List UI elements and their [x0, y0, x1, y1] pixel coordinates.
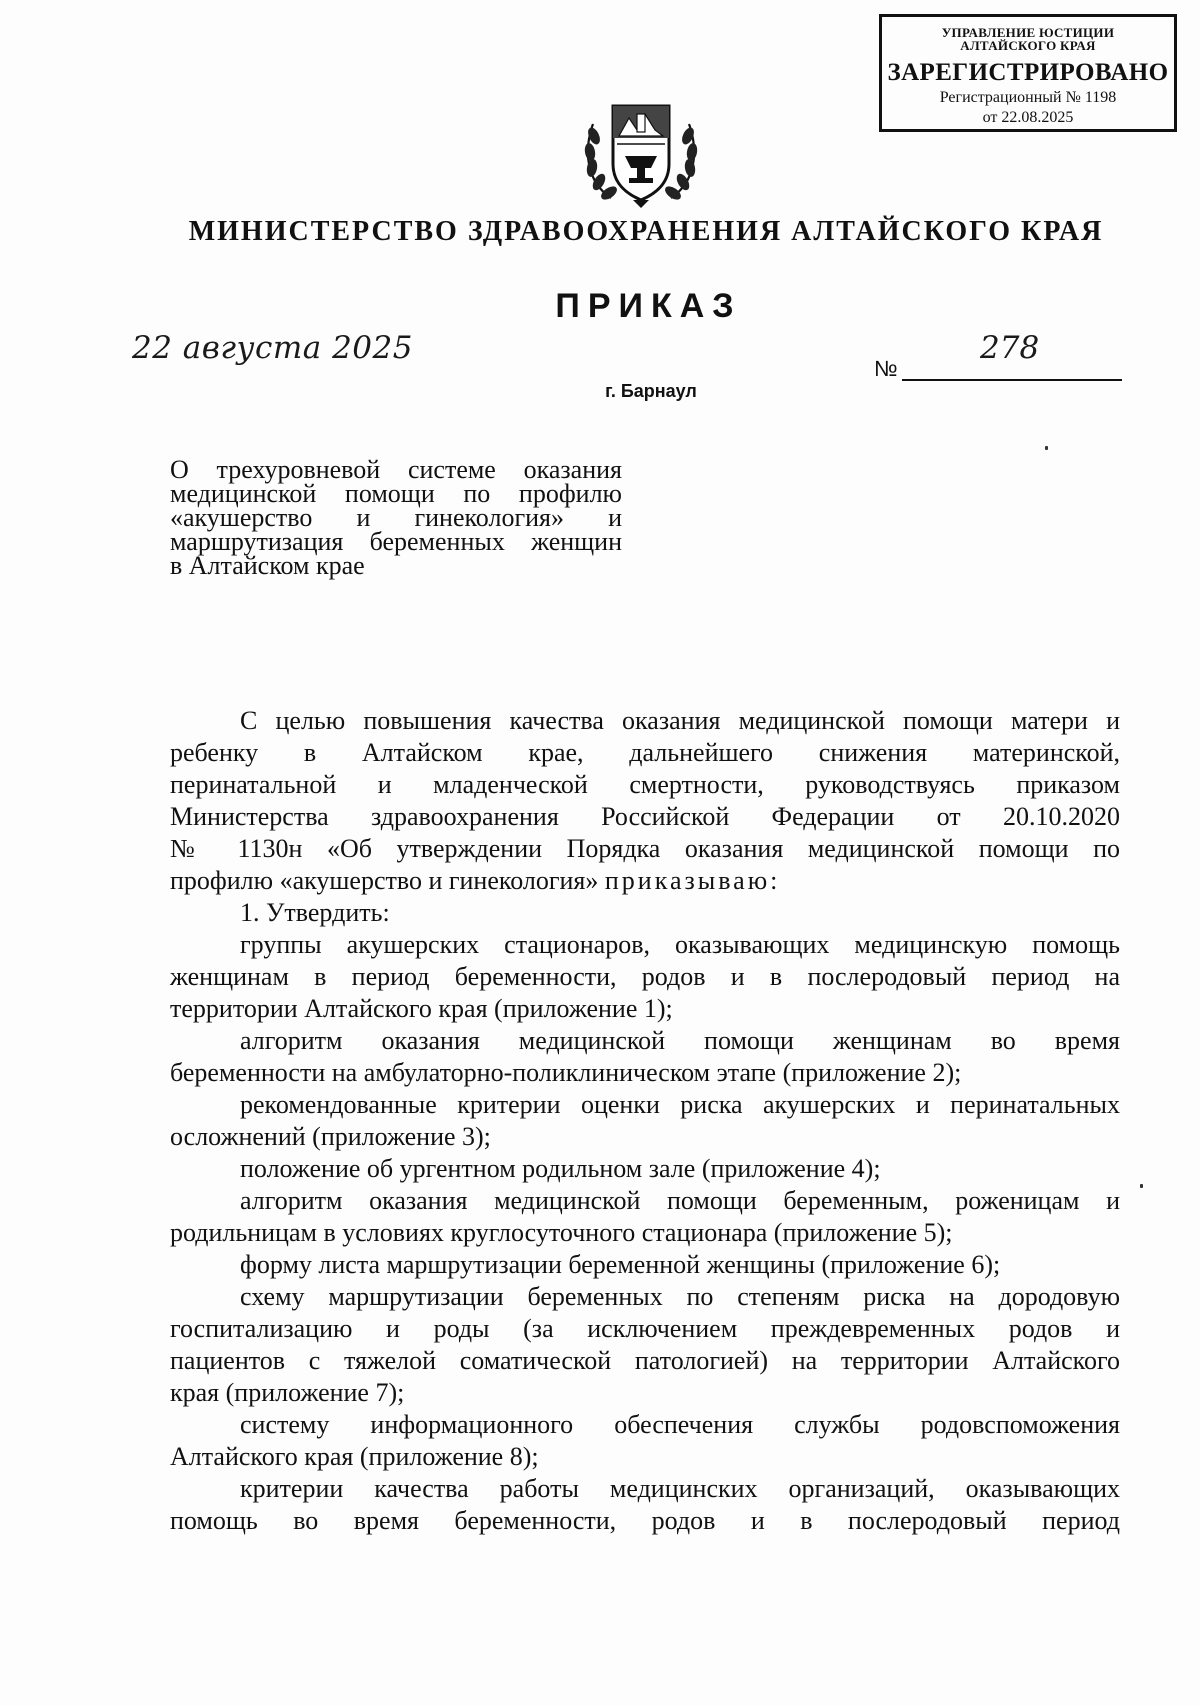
body-line: родильницам в условиях круглосуточного стационара (приложение 5);	[170, 1218, 953, 1247]
subject-line: «акушерство и гинекология» и	[170, 503, 622, 532]
scan-speck	[1140, 1184, 1143, 1188]
stamp-authority-line1: УПРАВЛЕНИЕ ЮСТИЦИИ	[941, 25, 1115, 40]
order-body	[170, 705, 1120, 1537]
body-line: беременности на амбулаторно-поликлиническом этапе (приложение 2);	[170, 1058, 962, 1087]
subject-line: маршрутизация беременных женщин	[170, 527, 622, 556]
body-line: алгоритм оказания медицинской помощи беременным, роженицам и	[240, 1186, 1120, 1215]
body-line: С целью повышения качества оказания медицинской помощи матери и	[240, 706, 1120, 735]
body-line: госпитализацию и роды (за исключением преждевременных родов и	[170, 1314, 1120, 1343]
subject-line: О трехуровневой системе оказания	[170, 455, 622, 484]
handwritten-order-number: 278	[980, 330, 1040, 366]
body-line: помощь во время беременности, родов и в послеродовый период	[170, 1506, 1120, 1535]
body-line: систему информационного обеспечения службы родовспоможения	[240, 1410, 1120, 1439]
order-number-label: №	[874, 356, 898, 381]
stamp-registration-date: от 22.08.2025	[982, 109, 1074, 126]
body-line: края (приложение 7);	[170, 1378, 405, 1407]
body-line: осложнений (приложение 3);	[170, 1122, 491, 1151]
registration-stamp	[879, 14, 1177, 132]
subject-line: медицинской помощи по профилю	[170, 479, 622, 508]
handwritten-date: 22 августа 2025	[132, 330, 413, 366]
order-subject	[170, 455, 622, 580]
body-line: схему маршрутизации беременных по степеням риска на дородовую	[240, 1282, 1120, 1311]
body-line: пациентов с тяжелой соматической патологией) на территории Алтайского	[170, 1346, 1120, 1375]
body-line: Алтайского края (приложение 8);	[170, 1442, 539, 1471]
body-line-with-decree	[170, 865, 1120, 897]
body-line: № 1130н «Об утверждении Порядка оказания медицинской помощи по	[170, 834, 1120, 863]
stamp-status: ЗАРЕГИСТРИРОВАНО	[887, 59, 1169, 86]
body-line: ребенку в Алтайском крае, дальнейшего снижения материнской,	[170, 738, 1120, 767]
stamp-authority-line2: АЛТАЙСКОГО КРАЯ	[960, 38, 1096, 53]
document-type: ПРИКАЗ	[555, 287, 742, 325]
body-line: территории Алтайского края (приложение 1);	[170, 994, 673, 1023]
body-line: форму листа маршрутизации беременной женщины (приложение 6);	[240, 1250, 1001, 1279]
body-line: положение об ургентном родильном зале (приложение 4);	[240, 1154, 881, 1183]
body-line: группы акушерских стационаров, оказывающих медицинскую помощь	[240, 930, 1120, 959]
altai-krai-coat-of-arms-icon	[577, 86, 705, 214]
ministry-name: МИНИСТЕРСТВО ЗДРАВООХРАНЕНИЯ АЛТАЙСКОГО КРАЯ	[188, 216, 1104, 247]
scan-speck	[1045, 446, 1048, 450]
body-line: перинатальной и младенческой смертности, руководствуясь приказом	[170, 770, 1120, 799]
body-line: алгоритм оказания медицинской помощи женщинам во время	[240, 1026, 1120, 1055]
decree-word: приказываю:	[604, 866, 781, 895]
subject-line: в Алтайском крае	[170, 551, 365, 580]
body-line: рекомендованные критерии оценки риска акушерских и перинатальных	[240, 1090, 1120, 1119]
city: г. Барнаул	[605, 381, 697, 401]
body-line: критерии качества работы медицинских организаций, оказывающих	[240, 1474, 1120, 1503]
clause-heading: 1. Утвердить:	[240, 898, 390, 927]
body-line-text: профилю «акушерство и гинекология»	[170, 866, 599, 895]
stamp-registration-number: Регистрационный № 1198	[939, 89, 1117, 106]
body-line: женщинам в период беременности, родов и в послеродовый период на	[170, 962, 1120, 991]
body-line: Министерства здравоохранения Российской Федерации от 20.10.2020	[170, 802, 1120, 831]
